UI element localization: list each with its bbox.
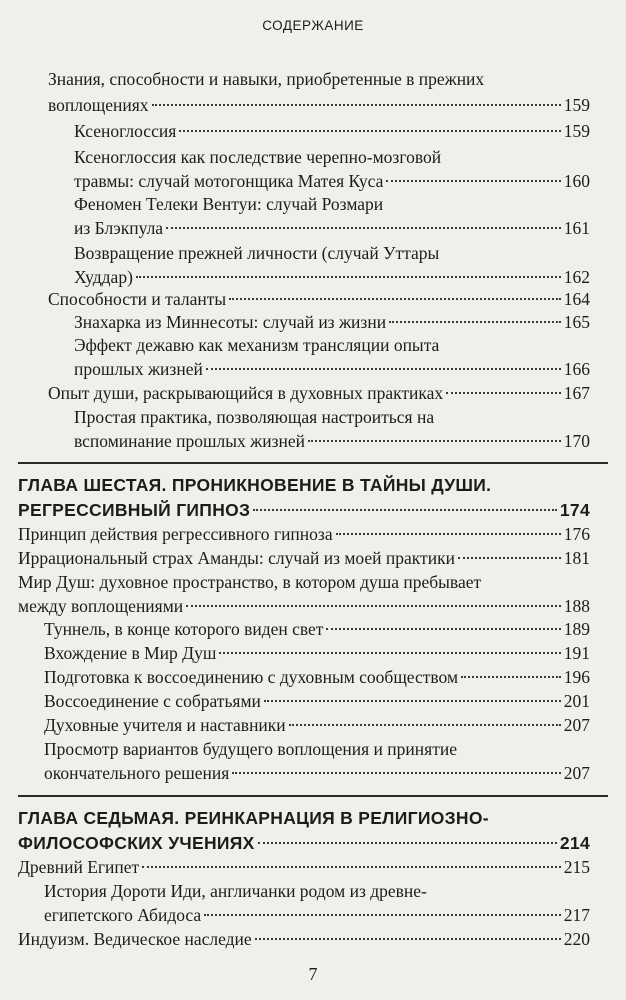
toc-entry-line: Знания, способности и навыки, приобретенные в прежних bbox=[48, 69, 485, 89]
toc-entry[interactable] bbox=[44, 618, 590, 640]
toc-entry[interactable] bbox=[18, 928, 590, 950]
toc-entry[interactable] bbox=[74, 217, 590, 239]
toc-entry-title: вспоминание прошлых жизней bbox=[74, 431, 305, 451]
toc-entry-title: Худдар) bbox=[74, 267, 133, 287]
toc-entry[interactable] bbox=[44, 642, 590, 664]
toc-entry[interactable] bbox=[74, 358, 590, 380]
toc-page-number: 196 bbox=[563, 667, 590, 687]
toc-entry-title: Знахарка из Миннесоты: случай из жизни bbox=[74, 312, 387, 332]
toc-entry-title: между воплощениями bbox=[18, 596, 184, 616]
dot-leader bbox=[232, 771, 561, 774]
page-number: 7 bbox=[308, 964, 318, 984]
dot-leader bbox=[461, 675, 561, 678]
toc-entry-title: Воссоединение с собратьями bbox=[44, 691, 261, 711]
dot-leader bbox=[289, 723, 561, 726]
chapter-heading-line: ГЛАВА ШЕСТАЯ. ПРОНИКНОВЕНИЕ В ТАЙНЫ ДУШИ. bbox=[18, 475, 492, 495]
toc-entry-title: Иррациональный страх Аманды: случай из моей практики bbox=[18, 548, 455, 568]
dot-leader bbox=[152, 103, 561, 106]
toc-entry-line: Возвращение прежней личности (случай Уттары bbox=[74, 243, 440, 263]
toc-entry-title: Индуизм. Ведическое наследие bbox=[18, 929, 252, 949]
toc-entry-line: Простая практика, позволяющая настроиться на bbox=[74, 407, 435, 427]
dot-leader bbox=[166, 226, 561, 229]
toc-entry-title: Древний Египет bbox=[18, 857, 140, 877]
toc-page-number: 191 bbox=[563, 643, 590, 663]
toc-entry-title: прошлых жизней bbox=[74, 359, 203, 379]
toc-entry-title: Ксеноглоссия bbox=[74, 121, 177, 141]
toc-entry-title: травмы: случай мотогонщика Матея Куса bbox=[74, 171, 384, 191]
chapter-title: РЕГРЕССИВНЫЙ ГИПНОЗ bbox=[18, 500, 251, 520]
dot-leader bbox=[219, 651, 560, 654]
toc-entry[interactable] bbox=[18, 856, 590, 878]
toc-entry-title: из Блэкпула bbox=[74, 218, 164, 238]
toc-entry[interactable] bbox=[18, 523, 590, 545]
toc-entry[interactable] bbox=[44, 762, 590, 784]
dot-leader bbox=[255, 937, 561, 940]
toc-entry-line: Ксеноглоссия как последствие черепно-мозговой bbox=[74, 147, 442, 167]
dot-leader bbox=[389, 320, 561, 323]
toc-entry[interactable] bbox=[44, 714, 590, 736]
toc-page-number: 165 bbox=[563, 312, 590, 332]
dot-leader bbox=[446, 391, 561, 394]
dot-leader bbox=[179, 129, 560, 132]
toc-page-number: 220 bbox=[563, 929, 590, 949]
chapter-title: ФИЛОСОФСКИХ УЧЕНИЯХ bbox=[18, 833, 255, 853]
toc-page-number: 201 bbox=[563, 691, 590, 711]
toc-entry-line: Просмотр вариантов будущего воплощения и принятие bbox=[44, 739, 457, 759]
toc-entry[interactable] bbox=[74, 170, 590, 192]
toc-page-number: 159 bbox=[563, 95, 590, 115]
toc-page-number: 207 bbox=[563, 715, 590, 735]
dot-leader bbox=[142, 865, 561, 868]
toc-entry[interactable] bbox=[48, 288, 590, 310]
toc-entry-title: Опыт души, раскрывающийся в духовных практиках bbox=[48, 383, 444, 403]
dot-leader bbox=[308, 439, 561, 442]
toc-page-number: 167 bbox=[563, 383, 590, 403]
toc-page-number: 166 bbox=[563, 359, 590, 379]
toc-page-number: 164 bbox=[563, 289, 590, 309]
toc-entry-line: История Дороти Иди, англичанки родом из древне- bbox=[44, 881, 427, 901]
dot-leader bbox=[229, 297, 561, 300]
section-divider bbox=[18, 795, 608, 797]
dot-leader bbox=[206, 367, 561, 370]
toc-entry[interactable] bbox=[44, 666, 590, 688]
dot-leader bbox=[264, 699, 561, 702]
toc-entry[interactable] bbox=[18, 547, 590, 569]
toc-entry-title: Духовные учителя и наставники bbox=[44, 715, 286, 735]
dot-leader bbox=[458, 556, 561, 559]
toc-page-number: 159 bbox=[563, 121, 590, 141]
toc-entry[interactable] bbox=[18, 595, 590, 617]
running-head: СОДЕРЖАНИЕ bbox=[262, 18, 364, 33]
toc-page-number: 174 bbox=[559, 500, 590, 520]
toc-page-number: 162 bbox=[563, 267, 590, 287]
toc-page-number: 170 bbox=[563, 431, 590, 451]
toc-entry[interactable] bbox=[44, 690, 590, 712]
toc-entry-title: египетского Абидоса bbox=[44, 905, 202, 925]
dot-leader bbox=[258, 841, 557, 844]
toc-page-number: 161 bbox=[563, 218, 590, 238]
toc-entry[interactable] bbox=[74, 311, 590, 333]
toc-page-number: 214 bbox=[559, 833, 590, 853]
toc-entry[interactable] bbox=[48, 382, 590, 404]
dot-leader bbox=[136, 275, 561, 278]
toc-page-number: 207 bbox=[563, 763, 590, 783]
chapter-heading-line: ГЛАВА СЕДЬМАЯ. РЕИНКАРНАЦИЯ В РЕЛИГИОЗНО- bbox=[18, 808, 489, 828]
toc-page-number: 217 bbox=[563, 905, 590, 925]
dot-leader bbox=[336, 532, 561, 535]
toc-page-number: 160 bbox=[563, 171, 590, 191]
toc-entry[interactable] bbox=[74, 120, 590, 142]
toc-entry-title: Подготовка к воссоединению с духовным сообществом bbox=[44, 667, 459, 687]
toc-entry-title: окончательного решения bbox=[44, 763, 230, 783]
dot-leader bbox=[326, 627, 560, 630]
chapter-entry[interactable] bbox=[18, 832, 590, 854]
toc-page-number: 189 bbox=[563, 619, 590, 639]
dot-leader bbox=[253, 508, 557, 511]
toc-entry[interactable] bbox=[74, 430, 590, 452]
toc-entry-title: Способности и таланты bbox=[48, 289, 227, 309]
toc-entry-line: Мир Душ: духовное пространство, в котором душа пребывает bbox=[18, 572, 482, 592]
toc-page-number: 188 bbox=[563, 596, 590, 616]
toc-entry[interactable] bbox=[48, 94, 590, 116]
toc-page-number: 215 bbox=[563, 857, 590, 877]
toc-entry[interactable] bbox=[44, 904, 590, 926]
toc-entry[interactable] bbox=[74, 266, 590, 288]
chapter-entry[interactable] bbox=[18, 499, 590, 521]
toc-entry-title: Туннель, в конце которого виден свет bbox=[44, 619, 324, 639]
toc-entry-title: Вхождение в Мир Душ bbox=[44, 643, 217, 663]
toc-entry-title: Принцип действия регрессивного гипноза bbox=[18, 524, 333, 544]
toc-entry-title: воплощениях bbox=[48, 95, 149, 115]
dot-leader bbox=[186, 604, 561, 607]
toc-page-number: 176 bbox=[563, 524, 590, 544]
dot-leader bbox=[204, 913, 561, 916]
toc-entry-line: Эффект дежавю как механизм трансляции опыта bbox=[74, 335, 440, 355]
dot-leader bbox=[386, 179, 560, 182]
toc-entry-line: Феномен Телеки Вентуи: случай Розмари bbox=[74, 194, 384, 214]
toc-page-number: 181 bbox=[563, 548, 590, 568]
section-divider bbox=[18, 462, 608, 464]
